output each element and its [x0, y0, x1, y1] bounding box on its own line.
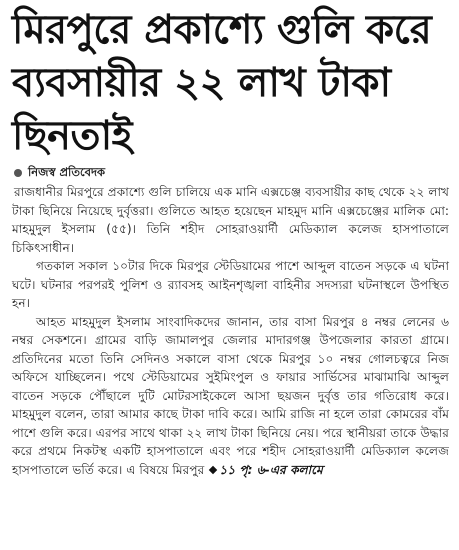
paragraph-2: গতকাল সকাল ১০টার দিকে মিরপুর স্টেডিয়ামের পাশে আব্দুল বাতেন সড়কে এ ঘটনা ঘটে। ঘটনার পরপরই পুলিশ ও র‍্যাবসহ আইনশৃঙ্খলা বাহিনীর সদস্যরা ঘটনাস্থলে উপস্থিত হন।: [12, 259, 449, 310]
jump-marker-icon: [209, 465, 217, 473]
paragraph-1: রাজধানীর মিরপুরে প্রকাশ্যে গুলি চালিয়ে এক মানি এক্সচেঞ্জ ব্যবসায়ীর কাছ থেকে ২২ লাখ টাকা ছিনিয়ে নিয়েছে দুর্বৃত্তরা। গুলিতে আহত হয়েছেন মাহমুদ মানি এক্সচেঞ্জের মালিক মো: মাহমুদুল ইসলাম (৫৫)। তিনি শহীদ সোহরাওয়ার্দী মেডিক্যাল কলেজ হাসপাতালে চিকিৎসাধীন।: [12, 185, 449, 255]
byline-text: নিজস্ব প্রতিবেদক: [28, 164, 106, 179]
byline: [14, 165, 105, 181]
paragraph-3-text: আহত মাহমুদুল ইসলাম সাংবাদিকদের জানান, তার বাসা মিরপুর ৪ নম্বর লেনের ৬ নম্বর সেকশনে। গ্রামের বাড়ি জামালপুর জেলার মাদারগঞ্জ উপজেলার কারতা গ্রামে। প্রতিদিনের মতো তিনি সেদিনও সকালে বাসা থেকে মিরপুর ১০ নম্বর গোলচত্বরে নিজ অফিসে যাচ্ছিলেন। পথে স্টেডিয়ামের সুইমিংপুল ও ফায়ার সার্ভিসের মাঝামাঝি আব্দুল বাতেন সড়কে পৌঁছালে দুটি মোটরসাইকেলে আসা ছয়জন দুর্বৃত্ত তার গতিরোধ করে। মাহমুদুল বলেন, তারা আমার কাছে টাকা দাবি করে। আমি রাজি না হলে তারা কোমরের বাঁম পাশে গুলি করে। এরপর সাথে থাকা ২২ লাখ টাকা ছিনিয়ে নেয়। পরে স্থানীয়রা তাকে উদ্ধার করে প্রথমে নিকটস্থ একটি হাসপাতালে এবং পরে শহীদ সোহরাওয়ার্দী মেডিক্যাল কলেজ হাসপাতালে ভর্তি করে। এ বিষয়ে মিরপুর: [12, 314, 449, 477]
headline: মিরপুরে প্রকাশ্যে গুলি করে ব্যবসায়ীর ২২ লাখ টাকা ছিনতাই: [12, 7, 432, 159]
bullet-icon: [14, 169, 22, 177]
article-body: [12, 183, 449, 479]
paragraph-3: [12, 313, 449, 480]
continuation-reference: ১১ পৃ: ৬-এর কলামে: [219, 462, 323, 477]
